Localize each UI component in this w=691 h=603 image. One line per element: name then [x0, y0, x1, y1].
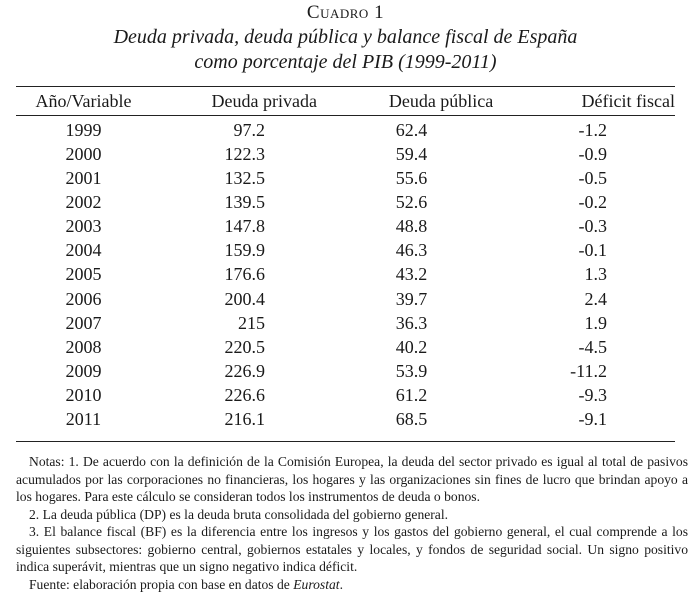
cell-year: 2010 [65, 385, 102, 406]
cell-year: 1999 [65, 119, 102, 140]
cell-fiscal-deficit: -0.3 [578, 216, 607, 237]
note-3-pre: 3. El balance fiscal ( [29, 524, 146, 539]
cell-year: 2007 [65, 312, 102, 333]
cell-year: 2011 [65, 409, 102, 430]
cell-private-debt: 147.8 [224, 216, 265, 237]
table-notes [16, 453, 688, 593]
note-3 [16, 523, 688, 576]
cell-private-debt: 176.6 [224, 264, 265, 285]
cell-public-debt: 43.2 [395, 264, 428, 285]
table-row [16, 166, 675, 190]
cell-public-debt: 40.2 [395, 336, 428, 357]
subtitle-pre: como porcentaje del [194, 51, 362, 73]
cell-private-debt: 132.5 [224, 167, 265, 188]
cell-fiscal-deficit: -9.1 [578, 409, 607, 430]
table-title: Deuda privada, deuda pública y balance fiscal de España [113, 26, 578, 48]
cell-private-debt: 215 [237, 312, 265, 333]
cell-public-debt: 48.8 [395, 216, 428, 237]
cell-public-debt: 39.7 [395, 288, 428, 309]
cell-private-debt: 226.6 [224, 385, 265, 406]
cell-private-debt: 200.4 [224, 288, 265, 309]
table-row [16, 263, 675, 287]
table-row [16, 190, 675, 214]
header-year: Año/Variable [35, 90, 132, 111]
cell-fiscal-deficit: -0.1 [578, 240, 607, 261]
cell-private-debt: 122.3 [224, 143, 265, 164]
cell-public-debt: 59.4 [395, 143, 428, 164]
cell-private-debt: 97.2 [233, 119, 265, 140]
cell-public-debt: 53.9 [395, 360, 428, 381]
cell-public-debt: 52.6 [395, 191, 428, 212]
table-label: Cuadro 1 [306, 2, 385, 23]
source-name: Eurostat [293, 576, 340, 592]
cell-year: 2003 [65, 216, 102, 237]
note-3-post: ) es la diferencia entre los ingresos y los gastos del gobierno general, el cual comprende a los siguientes subsectores: gobierno central, gobiernos estatales y locales, y fondos de seguridad social. Un signo positivo indica superávit, mientras que un signo negativo indica déficit. [16, 524, 688, 574]
cell-private-debt: 226.9 [224, 360, 265, 381]
cell-year: 2008 [65, 336, 102, 357]
cell-private-debt: 216.1 [224, 409, 265, 430]
cell-fiscal-deficit: -0.9 [578, 143, 607, 164]
table-row [16, 287, 675, 311]
cell-year: 2005 [65, 264, 102, 285]
cell-fiscal-deficit: -9.3 [578, 385, 607, 406]
table-row [16, 359, 675, 383]
cell-fiscal-deficit: -4.5 [578, 336, 607, 357]
source-note [16, 576, 688, 594]
cell-public-debt: 62.4 [395, 119, 428, 140]
table-row [16, 311, 675, 335]
source-pre: Fuente: elaboración propia con base en datos de [29, 576, 294, 592]
bottom-rule [16, 441, 675, 442]
note-2-abbr: DP [144, 506, 162, 522]
cell-public-debt: 61.2 [395, 385, 428, 406]
header-fiscal-deficit: Déficit fiscal [581, 90, 675, 111]
cell-fiscal-deficit: 1.9 [584, 312, 607, 333]
cell-year: 2004 [65, 240, 102, 261]
table-row [16, 239, 675, 263]
cell-public-debt: 46.3 [395, 240, 428, 261]
note-2 [16, 506, 688, 524]
note-2-post: ) es la deuda bruta consolidada del gobierno general. [161, 506, 449, 522]
cell-public-debt: 68.5 [395, 409, 428, 430]
source-post: . [339, 576, 343, 592]
cell-year: 2006 [65, 288, 102, 309]
table-row [16, 384, 675, 408]
cell-year: 2002 [65, 191, 102, 212]
cell-fiscal-deficit: -0.5 [578, 167, 607, 188]
cell-fiscal-deficit: 1.3 [584, 264, 607, 285]
table-row [16, 215, 675, 239]
cell-fiscal-deficit: -11.2 [570, 360, 607, 381]
header-public-debt: Deuda pública [388, 90, 494, 111]
note-3-abbr: BF [145, 524, 162, 539]
cell-year: 2001 [65, 167, 102, 188]
cell-private-debt: 139.5 [224, 191, 265, 212]
cell-public-debt: 55.6 [395, 167, 428, 188]
header-row [16, 87, 675, 115]
data-table [16, 87, 675, 432]
table-row [16, 408, 675, 432]
cell-fiscal-deficit: 2.4 [584, 288, 607, 309]
table-body [16, 115, 675, 432]
note-2-pre: 2. La deuda pública ( [29, 506, 145, 522]
table-row [16, 335, 675, 359]
table-row [16, 142, 675, 166]
cell-fiscal-deficit: -0.2 [578, 191, 607, 212]
cell-private-debt: 159.9 [224, 240, 265, 261]
subtitle-pib: PIB [361, 51, 394, 73]
note-1: Notas: 1. De acuerdo con la definición de la Comisión Europea, la deuda del sector privado es igual al total de pasivos acumulados por las corporaciones no financieras, los hogares y las organizaciones sin fines de lucro que brindan apoyo a los hogares. Para este cálculo se consideran todos los instrumentos de deuda o bonos. [16, 454, 688, 504]
subtitle-post: (1999-2011) [393, 51, 497, 73]
cell-fiscal-deficit: -1.2 [578, 119, 607, 140]
table-subtitle [0, 51, 691, 74]
header-private-debt: Deuda privada [211, 90, 317, 111]
cell-year: 2009 [65, 360, 102, 381]
table-row [16, 115, 675, 142]
cell-year: 2000 [65, 143, 102, 164]
cell-public-debt: 36.3 [395, 312, 428, 333]
cell-private-debt: 220.5 [224, 336, 265, 357]
